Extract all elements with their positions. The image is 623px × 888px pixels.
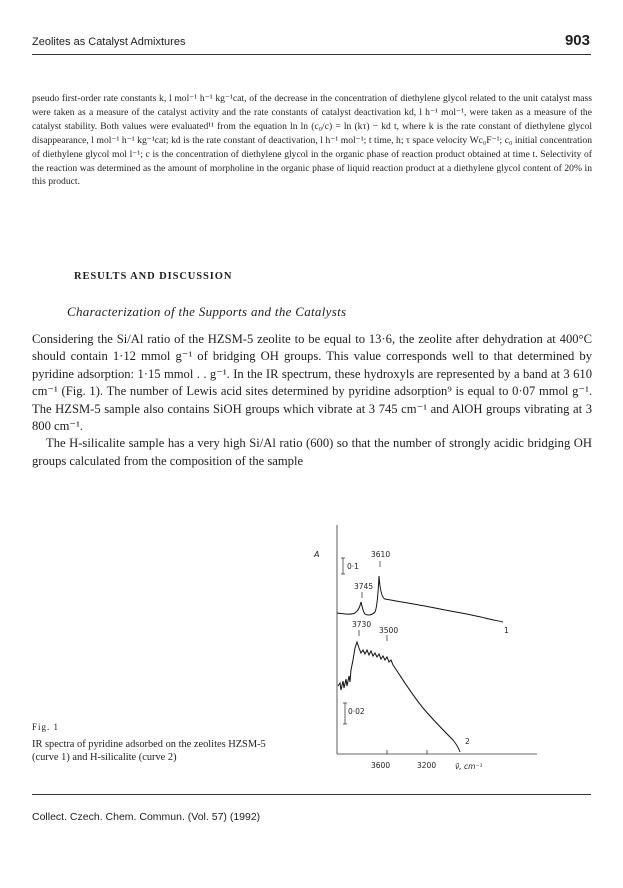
x-tick-label-3200: 3200 [417,761,437,770]
panel-label-a: A [314,550,320,559]
x-tick-label-3600: 3600 [371,761,391,770]
journal-citation-footer: Collect. Czech. Chem. Commun. (Vol. 57) (1992) [32,811,261,823]
figure-caption: IR spectra of pyridine adsorbed on the zeolites HZSM-5 (curve 1) and H-silicalite (curve 2) [32,739,266,763]
header-rule [32,54,591,55]
footer-rule [32,794,591,795]
x-axis-unit-label: ν̃, cm⁻¹ [455,762,483,771]
paragraph-1: Considering the Si/Al ratio of the HZSM-5 zeolite to be equal to 13·6, the zeolite after dehydration at 400°C should contain 1·12 mmol g⁻¹ of bridging OH groups. This value corresponds well to that determined by pyridine adsorption: 1·15 mmol . . g⁻¹. In the IR spectrum, these hydroxyls are represented by a band at 3 610 cm⁻¹ (Fig. 1). The number of Lewis acid sites determined by pyridine adsorption⁹ is equal to 0·07 mmol g⁻¹. The HZSM-5 sample also contains SiOH groups which vibrate at 3 745 cm⁻¹ and AlOH groups vibrating at 3 800 cm⁻¹. [32,332,592,434]
subsection-heading: Characterization of the Supports and the Catalysts [67,304,347,319]
curve-2-label: 2 [465,737,470,746]
section-heading: RESULTS AND DISCUSSION [74,271,233,282]
paragraph-2: The H-silicalite sample has a very high Si/Al ratio (600) so that the number of strongly acidic bridging OH groups calculated from the composition of the sample [32,436,592,468]
band-label-3730: 3730 [352,620,372,629]
page-number: 903 [564,32,590,49]
band-label-3610: 3610 [371,550,391,559]
scale-bar-2-label: 0·02 [348,707,365,716]
band-label-3745: 3745 [354,582,374,591]
band-label-3500: 3500 [379,626,399,635]
running-header-title: Zeolites as Catalyst Admixtures [32,36,186,48]
series-line-2 [338,642,460,752]
figure-label: Fig. 1 [32,722,60,732]
curve-1-label: 1 [504,626,509,635]
scale-bar-1-label: 0·1 [347,562,359,571]
methods-paragraph: pseudo first-order rate constants k, l mol⁻¹ h⁻¹ kg⁻¹cat, of the decrease in the concentration of diethylene glycol related to the unit catalyst mass were taken as a measure of the catalyst activity and the rate constants of catalyst deactivation kd, l h⁻¹ mol⁻¹, were taken as a measure of the catalyst stability. Both values were evaluated¹¹ from the equation ln ln (c₀/c) = ln (kτ) − kd t, where k is the rate constant of diethylene glycol disappearance, l mol⁻¹ h⁻¹ kg⁻¹cat; kd is the rate constant of deactivation, l h⁻¹ mol⁻¹; t time, h; τ space velocity Wc₀F⁻¹; c₀ initial concentration of diethylene glycol mol l⁻¹; c is the concentration of diethylene glycol in the organic phase of reaction product obtained at time t. Selectivity of the reaction was determined as the amount of morpholine in the organic phase of liquid reaction product at a diethylene glycol content of 20% in this product. [32,93,592,188]
ir-spectra-figure [305,520,545,780]
body-text [32,331,592,470]
